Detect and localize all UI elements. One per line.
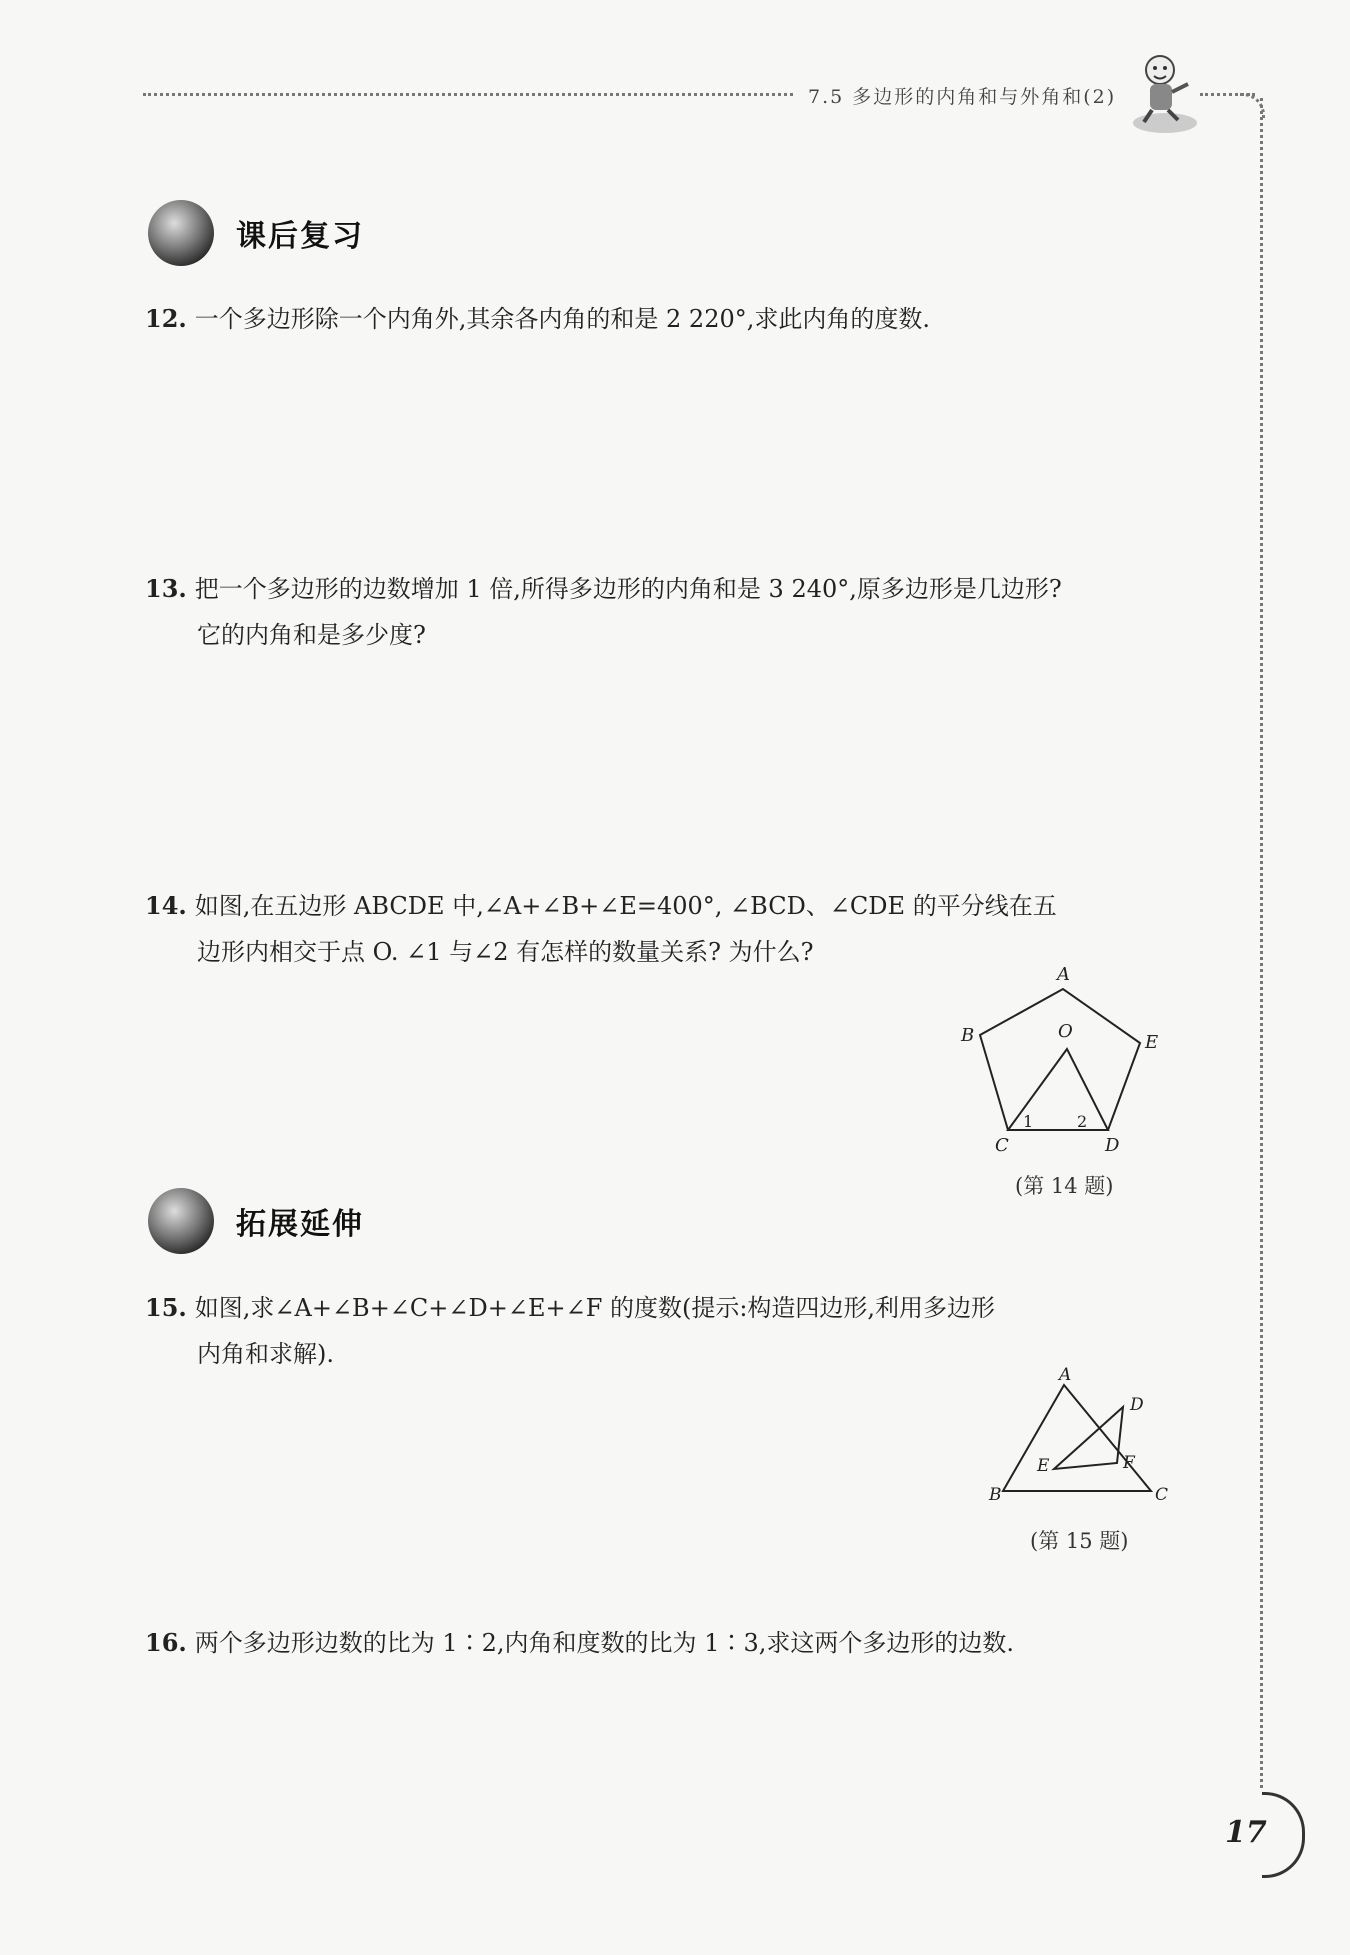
question-number: 16. [145,1628,187,1657]
figure-15-caption: (第 15 题) [1030,1529,1129,1553]
section-extension [148,1188,364,1254]
triangle-abc [1003,1385,1151,1491]
section-review [148,200,364,266]
question-number: 14. [145,891,187,920]
label-b: B [961,1025,975,1046]
question-text-continued: 边形内相交于点 O. ∠1 与∠2 有怎样的数量关系? 为什么? [197,938,814,966]
section-title: 课后复习 [236,219,364,254]
section-ball-icon [148,1188,214,1254]
question-13 [145,566,1205,658]
right-dotted-border [1260,98,1263,1788]
section-ball-icon [148,200,214,266]
question-text: 如图,求∠A+∠B+∠C+∠D+∠E+∠F 的度数(提示:构造四边形,利用多边形 [194,1294,996,1322]
label-c: C [1155,1485,1169,1505]
figure-15-triangles [985,1365,1185,1515]
label-b: B [989,1485,1002,1505]
figure-14-pentagon [955,965,1185,1155]
label-c: C [995,1135,1009,1155]
question-number: 12. [145,304,187,333]
header-section-title: 7.5 多边形的内角和与外角和(2) [808,86,1117,108]
label-a: A [1059,1365,1072,1385]
question-text: 两个多边形边数的比为 1∶2,内角和度数的比为 1∶3,求这两个多边形的边数. [194,1629,1014,1657]
question-number: 13. [145,574,187,603]
question-number: 15. [145,1293,187,1322]
label-f: F [1123,1453,1135,1473]
mascot-icon [1130,48,1200,138]
label-e: E [1145,1032,1159,1053]
question-text: 如图,在五边形 ABCDE 中,∠A+∠B+∠E=400°, ∠BCD、∠CDE 的平分线在五 [194,892,1057,920]
label-e: E [1037,1456,1050,1476]
header-dotted-line [143,93,793,96]
question-text-continued: 内角和求解). [197,1340,334,1368]
page-number-arc [1262,1792,1305,1878]
label-angle-2: 2 [1077,1112,1088,1131]
label-angle-1: 1 [1023,1112,1034,1131]
question-text: 一个多边形除一个内角外,其余各内角的和是 2 220°,求此内角的度数. [194,305,930,333]
section-title: 拓展延伸 [236,1207,364,1242]
label-d: D [1130,1395,1144,1415]
question-15 [145,1285,1205,1377]
page-number: 17 [1225,1815,1267,1850]
question-text: 把一个多边形的边数增加 1 倍,所得多边形的内角和是 3 240°,原多边形是几边形? [194,575,1062,603]
label-o: O [1058,1021,1073,1042]
question-16 [145,1620,1205,1666]
question-12 [145,296,1205,342]
figure-14-caption: (第 14 题) [1015,1174,1114,1198]
label-d: D [1105,1135,1120,1155]
question-text-continued: 它的内角和是多少度? [197,621,426,649]
label-a: A [1057,965,1070,985]
question-14 [145,883,1205,975]
